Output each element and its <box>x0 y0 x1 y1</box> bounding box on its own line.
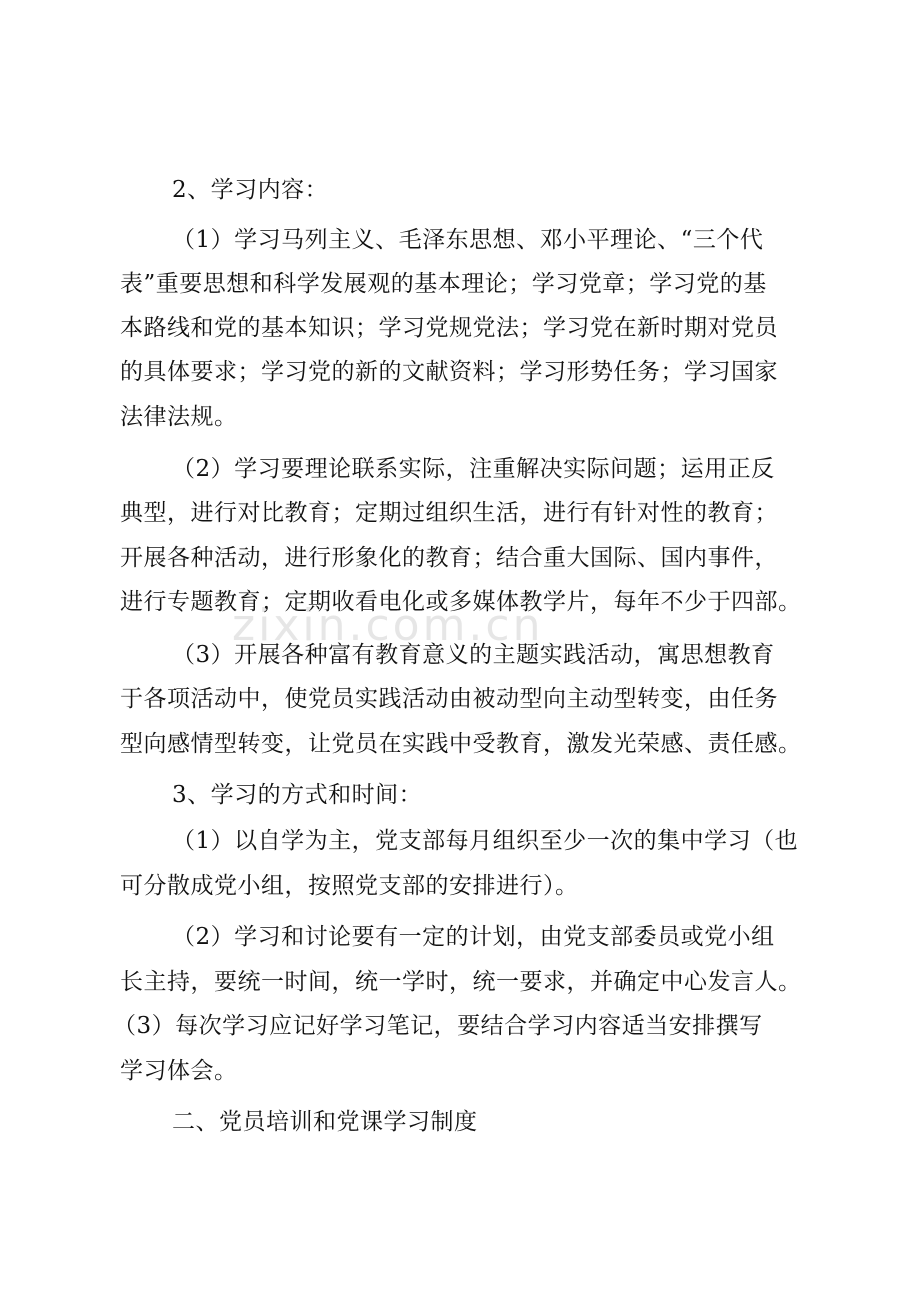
paragraph-line: 可分散成党小组，按照党支部的安排进行）。 <box>120 873 579 899</box>
paragraph-line: （2）学习和讨论要有一定的计划，由党支部委员或党小组 <box>172 924 775 950</box>
paragraph-line: 表”重要思想和科学发展观的基本理论；学习党章；学习党的基 <box>120 271 767 297</box>
paragraph-line: 开展各种活动，进行形象化的教育；结合重大国际、国内事件， <box>120 545 778 571</box>
paragraph-line: 典型，进行对比教育；定期过组织生活，进行有针对性的教育； <box>120 500 778 526</box>
paragraph-line: 的具体要求；学习党的新的文献资料；学习形势任务；学习国家 <box>120 359 778 385</box>
paragraph-line: （3）每次学习应记好学习笔记，要结合学习内容适当安排撰写 <box>113 1013 763 1039</box>
paragraph-line: 学习体会。 <box>120 1058 238 1084</box>
paragraph-line: 长主持，要统一时间，统一学时，统一要求，并确定中心发言人。 <box>120 969 802 995</box>
paragraph-line: （3）开展各种富有教育意义的主题实践活动，寓思想教育 <box>172 642 775 668</box>
paragraph-line: 法律法规。 <box>120 404 238 430</box>
paragraph-line: （2）学习要理论联系实际，注重解决实际问题；运用正反 <box>172 456 775 482</box>
paragraph-line: 型向感情型转变，让党员在实践中受教育，激发光荣感、责任感。 <box>120 731 802 757</box>
heading-study-method: 3、学习的方式和时间： <box>172 782 423 808</box>
paragraph-line: （1）以自学为主，党支部每月组织至少一次的集中学习（也 <box>172 828 799 854</box>
heading-study-content: 2、学习内容： <box>172 177 329 203</box>
section-heading: 二、党员培训和党课学习制度 <box>172 1109 478 1135</box>
paragraph-line: 本路线和党的基本知识；学习党规党法；学习党在新时期对党员 <box>120 315 778 341</box>
paragraph-line: 进行专题教育；定期收看电化或多媒体教学片，每年不少于四部。 <box>120 589 802 615</box>
paragraph-line: 于各项活动中，使党员实践活动由被动型向主动型转变，由任务 <box>120 686 778 712</box>
watermark: zixin.com.cn <box>232 600 544 651</box>
paragraph-line: （1）学习马列主义、毛泽东思想、邓小平理论、“三个代 <box>172 227 764 253</box>
